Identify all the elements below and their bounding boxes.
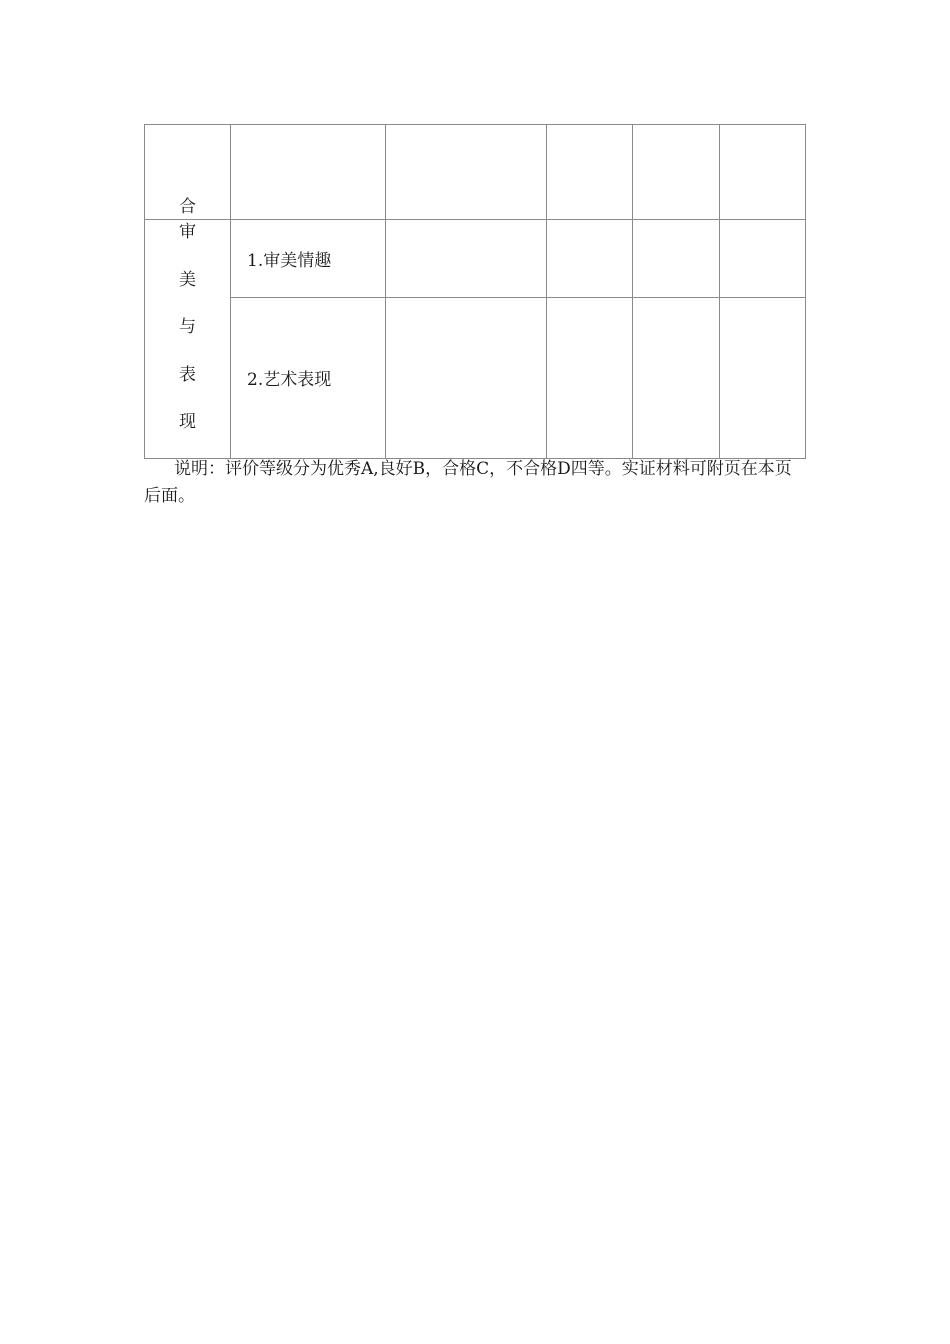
evaluation-table bbox=[144, 124, 806, 459]
table-row bbox=[145, 125, 806, 220]
item-label: 1.审美情趣 bbox=[247, 251, 332, 272]
empty-cell bbox=[386, 220, 547, 298]
empty-cell bbox=[231, 125, 386, 220]
item-cell bbox=[231, 298, 386, 458]
empty-cell bbox=[720, 125, 806, 220]
empty-cell bbox=[386, 125, 547, 220]
category-char: 表 bbox=[179, 364, 196, 385]
explanation-note: 说明：评价等级分为优秀A,良好B，合格C，不合格D四等。实证材料可附页在本页后面。 bbox=[144, 459, 792, 506]
table-row bbox=[145, 298, 806, 458]
category-char: 美 bbox=[179, 269, 196, 290]
category-cell bbox=[145, 220, 231, 459]
category-cell-continued bbox=[145, 125, 231, 220]
empty-cell bbox=[720, 298, 806, 458]
empty-cell bbox=[547, 298, 633, 458]
empty-cell bbox=[386, 298, 547, 458]
category-char: 与 bbox=[179, 317, 196, 337]
category-char: 审 bbox=[179, 222, 196, 242]
empty-cell bbox=[547, 125, 633, 220]
table-row bbox=[145, 220, 806, 298]
empty-cell bbox=[547, 220, 633, 298]
empty-cell bbox=[633, 298, 720, 458]
category-fragment: 合 bbox=[179, 197, 196, 217]
empty-cell bbox=[720, 220, 806, 298]
item-cell bbox=[231, 220, 386, 298]
category-char: 现 bbox=[179, 412, 196, 432]
empty-cell bbox=[633, 220, 720, 298]
empty-cell bbox=[633, 125, 720, 220]
item-label: 2.艺术表现 bbox=[247, 370, 332, 391]
